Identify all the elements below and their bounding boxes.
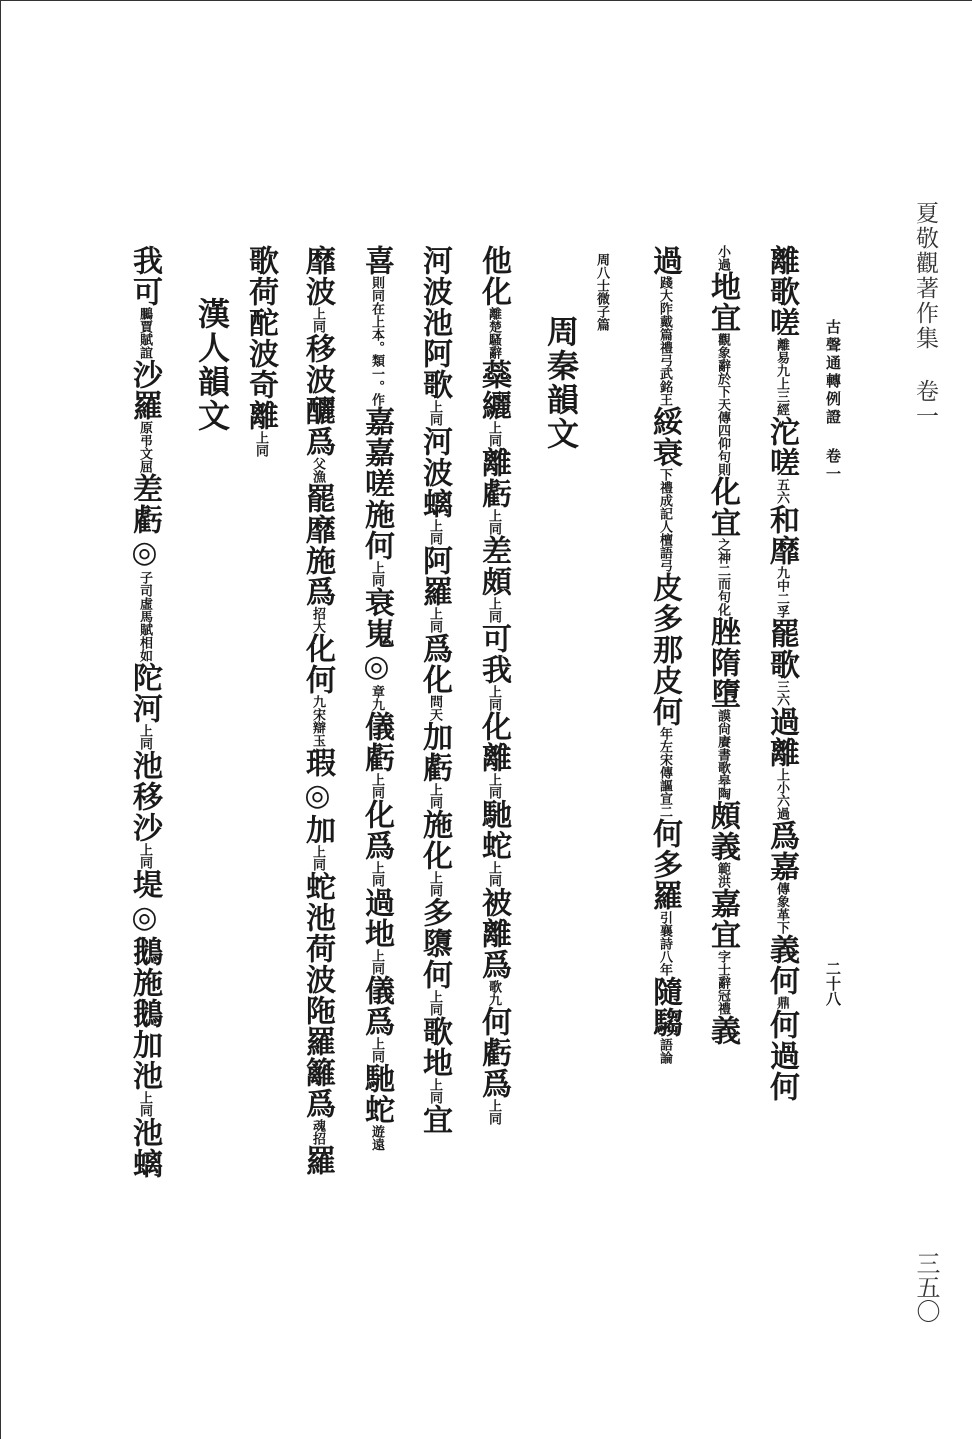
rhyme-text: 河波螭 xyxy=(417,426,452,519)
source-note: 五六 xyxy=(774,478,789,504)
source-note: 上同 xyxy=(369,949,384,975)
rhyme-text: 施化 xyxy=(417,809,452,871)
rhyme-text: 移波釃爲 xyxy=(300,333,335,457)
rhyme-text: 嘉嘉嗟施何 xyxy=(359,406,394,561)
rhyme-text: 被離爲 xyxy=(476,887,511,980)
source-note: 上同 xyxy=(486,773,501,799)
source-note: 九中二孚 xyxy=(774,566,789,618)
source-note: 上同 xyxy=(137,843,152,869)
text-column xyxy=(417,245,452,1135)
rhyme-text: 和靡 xyxy=(764,504,799,566)
text-column xyxy=(243,245,278,457)
source-note: 踐大阼戴篇禮弓武銘王 xyxy=(657,276,672,406)
source-note: 則同在上本。類一。作 xyxy=(369,276,384,406)
rhyme-text: 馳蛇 xyxy=(476,799,511,861)
section-heading-han: 漢人韻文 xyxy=(193,297,231,433)
rhyme-text: 靡波 xyxy=(300,245,335,307)
inner-title: 古聲通轉例證 卷一 xyxy=(824,319,842,484)
rhyme-text: 義何 xyxy=(764,934,799,996)
rhyme-text: 馳蛇 xyxy=(359,1063,394,1125)
rhyme-text: 池螭 xyxy=(127,1117,162,1179)
source-note: 上小六過 xyxy=(774,768,789,820)
rhyme-text: 多隳何 xyxy=(417,897,452,990)
rhyme-text: 爲嘉 xyxy=(764,820,799,882)
source-note: 上同 xyxy=(427,1078,442,1104)
source-note: 招大 xyxy=(310,607,325,633)
rhyme-text: 喜 xyxy=(359,245,394,276)
rhyme-text: 嘉宜 xyxy=(705,888,740,950)
source-note: 上同 xyxy=(427,519,442,545)
text-column xyxy=(300,245,335,1176)
source-note: 上同 xyxy=(137,724,152,750)
source-note: 字士辭冠 xyxy=(715,950,730,1002)
rhyme-text: 蘂纚 xyxy=(476,359,511,421)
source-note: 上同 xyxy=(369,1037,384,1063)
rhyme-text: 陀河 xyxy=(127,662,162,724)
source-note: 鵩賈賦誼 xyxy=(137,307,152,359)
rhyme-text: 爲化 xyxy=(417,633,452,695)
source-note: 問天 xyxy=(427,695,442,721)
rhyme-text: 過地 xyxy=(359,887,394,949)
rhyme-text: 堤◎鵝施鵝加池 xyxy=(127,869,162,1091)
rhyme-text: 化何 xyxy=(300,633,335,695)
source-note: 觀象辭於下天傳四仰句則 xyxy=(715,333,730,476)
text-column xyxy=(593,253,609,331)
section-heading-zhou-qin: 周秦韻文 xyxy=(542,315,580,451)
source-note: 上同 xyxy=(486,597,501,623)
rhyme-text: 蛇池荷波陁羅籬爲 xyxy=(300,871,335,1119)
rhyme-text: 地宜 xyxy=(705,271,740,333)
text-column xyxy=(764,245,799,1102)
source-note: 遊遠 xyxy=(369,1125,384,1151)
source-note: 下禮成記人檀語弓 xyxy=(657,468,672,572)
rhyme-text: 化宜 xyxy=(705,476,740,538)
rhyme-text: 河波池阿歌 xyxy=(417,245,452,400)
source-note: 語論 xyxy=(657,1038,672,1064)
source-note: 上同 xyxy=(427,871,442,897)
source-note: 歌九 xyxy=(486,980,501,1006)
source-note: 上同 xyxy=(253,431,268,457)
source-note: 上同 xyxy=(486,509,501,535)
source-note: 子司虛馬賦相如 xyxy=(137,571,152,662)
inner-page-number: 二十八 xyxy=(824,961,842,1006)
rhyme-text: 差頗 xyxy=(476,535,511,597)
source-note: 上同 xyxy=(427,783,442,809)
source-note: 禮 xyxy=(715,1002,730,1015)
rhyme-text: 瑕◎加 xyxy=(300,747,335,845)
text-column xyxy=(476,245,511,1125)
source-note: 上同 xyxy=(369,561,384,587)
rhyme-text: 何多羅 xyxy=(647,818,682,911)
rhyme-text: 沙羅 xyxy=(127,359,162,421)
rhyme-text: 化爲 xyxy=(359,799,394,861)
source-note: 微子篇 xyxy=(594,292,609,331)
rhyme-text: 義 xyxy=(705,1015,740,1046)
text-column xyxy=(359,245,394,1151)
running-head: 夏敬觀著作集 卷一 xyxy=(912,201,938,429)
rhyme-text: 加虧 xyxy=(417,721,452,783)
rhyme-text: 皮多那皮何 xyxy=(647,572,682,727)
rhyme-text: 過離 xyxy=(764,706,799,768)
source-note: 周八士 xyxy=(594,253,609,292)
source-note: 傳象革下 xyxy=(774,882,789,934)
source-note: 上同 xyxy=(427,607,442,633)
rhyme-text: 脞隋墮 xyxy=(705,616,740,709)
rhyme-text: 池移沙 xyxy=(127,750,162,843)
rhyme-text: 化離 xyxy=(476,711,511,773)
source-note: 父漁 xyxy=(310,457,325,483)
source-note: 鼎 xyxy=(774,996,789,1009)
rhyme-text: 歌荷酡波奇離 xyxy=(243,245,278,431)
source-note: 範洪 xyxy=(715,862,730,888)
source-note: 上同 xyxy=(486,421,501,447)
source-note: 小過 xyxy=(715,245,730,271)
source-note: 章九 xyxy=(369,685,384,711)
source-note: 之神二而句化 xyxy=(715,538,730,616)
rhyme-text: 罷歌 xyxy=(764,618,799,680)
source-note: 上同 xyxy=(486,861,501,887)
text-column xyxy=(647,245,682,1064)
source-note: 原弔文屈 xyxy=(137,421,152,473)
rhyme-text: 阿羅 xyxy=(417,545,452,607)
source-note: 謨尙賡書歌皋陶 xyxy=(715,709,730,800)
rhyme-text: 宜 xyxy=(417,1104,452,1135)
rhyme-text: 何過何 xyxy=(764,1009,799,1102)
rhyme-text: 頗義 xyxy=(705,800,740,862)
rhyme-text: 差虧◎ xyxy=(127,473,162,571)
rhyme-text: 儀虧 xyxy=(359,711,394,773)
source-note: 上同 xyxy=(427,990,442,1016)
source-note: 上同 xyxy=(486,1099,501,1125)
source-note: 三六 xyxy=(774,680,789,706)
source-note: 年左宋傳謳宣二 xyxy=(657,727,672,818)
text-column xyxy=(705,245,740,1046)
source-note: 上同 xyxy=(310,307,325,333)
rhyme-text: 我可 xyxy=(127,245,162,307)
source-note: 九宋辯玉 xyxy=(310,695,325,747)
rhyme-text: 衰嵬◎ xyxy=(359,587,394,685)
rhyme-text: 羅 xyxy=(300,1145,335,1176)
rhyme-text: 何虧爲 xyxy=(476,1006,511,1099)
rhyme-text: 離歌嗟 xyxy=(764,245,799,338)
rhyme-text: 離虧 xyxy=(476,447,511,509)
source-note: 離楚騷辭 xyxy=(486,307,501,359)
source-note: 上同 xyxy=(486,685,501,711)
rhyme-text: 沱嗟 xyxy=(764,416,799,478)
rhyme-text: 過 xyxy=(647,245,682,276)
rhyme-text: 綏衰 xyxy=(647,406,682,468)
rhyme-text: 他化 xyxy=(476,245,511,307)
rhyme-text: 隨騶 xyxy=(647,976,682,1038)
source-note: 離易九上三經 xyxy=(774,338,789,416)
source-note: 上同 xyxy=(137,1091,152,1117)
source-note: 上同 xyxy=(427,400,442,426)
source-note: 上同 xyxy=(369,773,384,799)
rhyme-text: 儀爲 xyxy=(359,975,394,1037)
source-note: 引襄詩八年 xyxy=(657,911,672,976)
text-column xyxy=(127,245,162,1179)
source-note: 上同 xyxy=(310,845,325,871)
source-note: 魂招 xyxy=(310,1119,325,1145)
rhyme-text: 可我 xyxy=(476,623,511,685)
source-note: 上同 xyxy=(369,861,384,887)
rhyme-text: 罷靡施爲 xyxy=(300,483,335,607)
page-number: 三五〇 xyxy=(912,1251,940,1323)
rhyme-text: 歌地 xyxy=(417,1016,452,1078)
